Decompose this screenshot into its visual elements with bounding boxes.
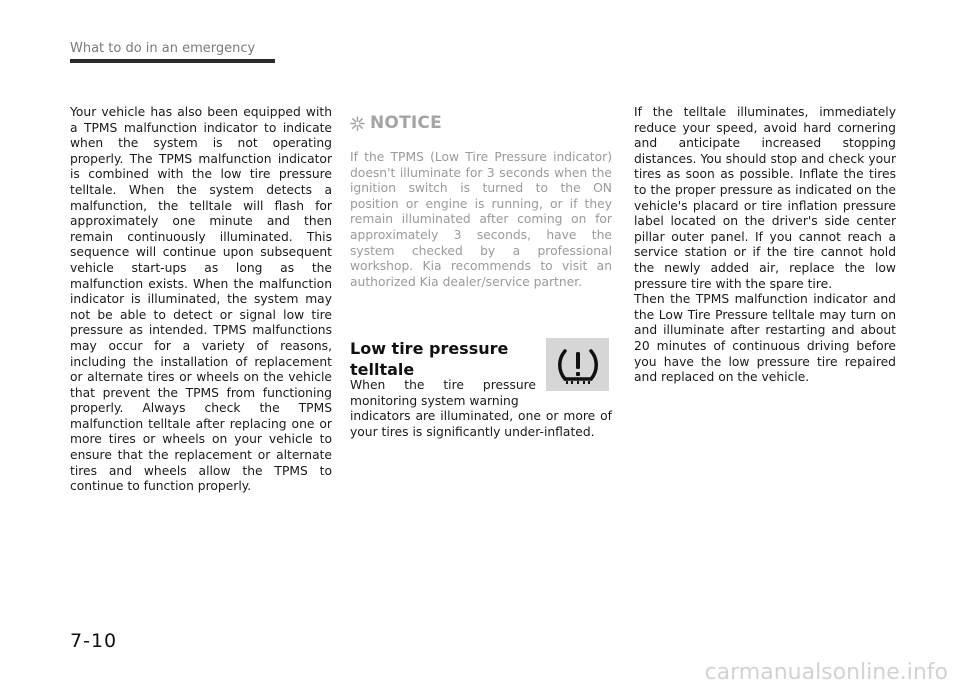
watermark: carmanualsonline.info (704, 660, 948, 685)
section-title: What to do in an emergency (70, 41, 256, 56)
notice-box (350, 113, 612, 290)
page-number: 7-10 (70, 630, 118, 652)
column-left (70, 105, 332, 495)
low-tire-body-rest: indicators are illuminated, one or more of your tires is significantly under-inflated. (350, 409, 612, 439)
notice-asterisk-icon (350, 116, 365, 131)
column-right (634, 105, 896, 386)
notice-heading-row (350, 113, 612, 133)
low-tire-heading: Low tire pressure telltale (350, 339, 509, 379)
header-rule (70, 59, 275, 63)
notice-body: If the TPMS (Low Tire Pressure indicator) doesn't illuminate for 3 seconds when the ignition switch is turned to the ON position or engine is running, or if they remain illuminated after coming on for approximately 3 seconds, have the system checked by a professional workshop. Kia recommends to visit an authorized Kia dealer/service partner. (350, 150, 612, 289)
tpms-malfunction-paragraph: Your vehicle has also been equipped with a TPMS malfunction indicator to indicate when the system is not operating properly. The TPMS malfunction indicator is combined with the low tire pressure telltale. When the system detects a malfunction, the telltale will flash for approximately one minute and then remain continuously illuminated. This sequence will continue upon subsequent vehicle start-ups as long as the malfunction exists. When the malfunction indicator is illuminated, the system may not be able to detect or signal low tire pressure as intended. TPMS malfunctions may occur for a variety of reasons, including the installation of replacement or alternate tires or wheels on the vehicle that prevent the TPMS from functioning properly. Always check the TPMS malfunction telltale after replacing one or more tires or wheels on your vehicle to ensure that the replacement or alternate tires and wheels allow the TPMS to continue to function properly. (70, 105, 332, 494)
inflate-advice-paragraph: If the telltale illuminates, immediately reduce your speed, avoid hard cornering and anticipate increased stopping distances. You should stop and check your tires as soon as possible. Inflate the tires to the proper pressure as indicated on the vehicle's placard or tire inflation pressure label located on the driver's side center pillar outer panel. If you cannot reach a service station or if the tire cannot hold the newly added air, replace the low pressure tire with the spare tire. (634, 105, 896, 291)
malfunction-restart-paragraph: Then the TPMS malfunction indicator and the Low Tire Pressure telltale may turn on and illuminate after restarting and about 20 minutes of continuous driving before you have the low pressure tire repaired and replaced on the vehicle. (634, 292, 896, 385)
notice-heading: NOTICE (370, 113, 442, 133)
low-tire-body (350, 378, 612, 440)
low-tire-body-lead: When the tire pressure monitoring system warning (350, 378, 536, 408)
